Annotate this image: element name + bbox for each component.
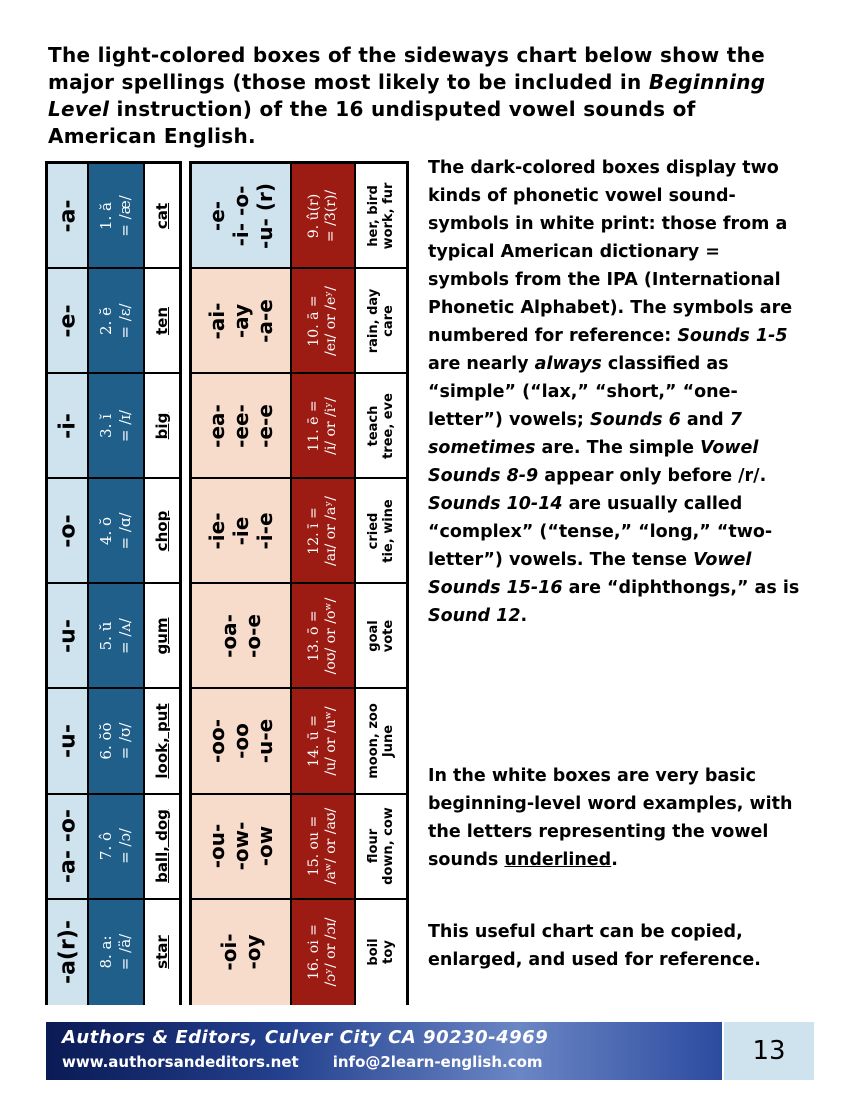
example-cell: goal vote xyxy=(356,584,406,687)
publisher-line: Authors & Editors, Culver City CA 90230-4969 xyxy=(62,1027,549,1048)
symbol-cell: 8. a: = /ä/ xyxy=(89,900,145,1005)
spelling-cell: -i- xyxy=(48,374,89,477)
simple-vowel-chart xyxy=(45,161,182,1005)
website-link[interactable]: www.authorsandeditors.net xyxy=(62,1053,299,1071)
spelling-cell: -ai- -ay -a-e xyxy=(192,269,292,372)
example-cell: gum xyxy=(145,584,179,687)
intro-text: The light-colored boxes of the sideways chart below show the major spellings (those most likely to be included in Beginning Level instruction) of the 16 undisputed vowel sounds of American English. xyxy=(48,43,766,148)
chart-row xyxy=(48,479,179,584)
explanation-paragraph: The dark-colored boxes display two kinds of phonetic vowel sound-symbols in white print: those from a typical American dictionary = symbols from the IPA (International Phonetic Alphabet). The symbols are numbered for reference: Sounds 1-5 are nearly always classified as “simple” (“lax,” “short,” “one-letter”) vowels; Sounds 6 and 7 sometimes are. The simple Vowel Sounds 8-9 appear only before /r/. Sounds 10-14 are usually called “complex” (“tense,” “long,” “two-letter”) vowels. The tense Vowel Sounds 15-16 are “diphthongs,” as is Sound 12. xyxy=(428,158,800,626)
spelling-cell: -u- xyxy=(48,584,89,687)
chart-row xyxy=(48,584,179,689)
symbol-cell: 7. ô = /ɔ/ xyxy=(89,795,145,898)
page-number: 13 xyxy=(724,1022,814,1080)
symbol-cell: 9. û(r) = /3(r)/ xyxy=(292,164,356,267)
usage-paragraph: This useful chart can be copied, enlarged, and used for reference. xyxy=(428,922,761,970)
complex-vowel-chart xyxy=(189,161,409,1005)
spelling-cell: -u- xyxy=(48,689,89,792)
symbol-cell: 5. ŭ = /ʌ/ xyxy=(89,584,145,687)
example-cell: teach tree, eve xyxy=(356,374,406,477)
spelling-cell: -a(r)- xyxy=(48,900,89,1005)
chart-row xyxy=(192,584,406,689)
spelling-cell: -ou- -ow- -ow xyxy=(192,795,292,898)
examples-paragraph: In the white boxes are very basic beginning-level word examples, with the letters representing the vowel sounds underlined. xyxy=(428,766,793,870)
spelling-cell: -oi- -oy xyxy=(192,900,292,1005)
symbol-cell: 10. ā = /eɪ/ or /eʸ/ xyxy=(292,269,356,372)
chart-row xyxy=(192,795,406,900)
symbol-cell: 16. oi = /ɔʸ/ or /ɔɪ/ xyxy=(292,900,356,1005)
example-cell: cried tie, wine xyxy=(356,479,406,582)
symbol-cell: 14. ū = /u/ or /uʷ/ xyxy=(292,689,356,792)
symbol-cell: 1. ă = /æ/ xyxy=(89,164,145,267)
footer-banner xyxy=(46,1022,722,1080)
spelling-cell: -e- -i- -o- -u- (r) xyxy=(192,164,292,267)
chart-row xyxy=(192,374,406,479)
symbol-cell: 13. ō = /oʊ/ or /oʷ/ xyxy=(292,584,356,687)
spelling-cell: -ea- -ee- -e-e xyxy=(192,374,292,477)
example-cell: rain, day care xyxy=(356,269,406,372)
chart-row xyxy=(192,479,406,584)
symbol-cell: 6. ŏŏ = /ʊ/ xyxy=(89,689,145,792)
chart-row xyxy=(48,689,179,794)
symbol-cell: 11. ē = /i/ or /iʸ/ xyxy=(292,374,356,477)
example-cell: chop xyxy=(145,479,179,582)
symbol-cell: 2. ĕ = /ɛ/ xyxy=(89,269,145,372)
example-cell: her, bird work, fur xyxy=(356,164,406,267)
spelling-cell: -a- -o- xyxy=(48,795,89,898)
chart-row xyxy=(192,689,406,794)
symbol-cell: 12. ī = /aɪ/ or /aʸ/ xyxy=(292,479,356,582)
spelling-cell: -oa- -o-e xyxy=(192,584,292,687)
symbol-cell: 15. ou = /aʷ/ or /aʊ/ xyxy=(292,795,356,898)
spelling-cell: -e- xyxy=(48,269,89,372)
spelling-cell: -oo- -oo -u-e xyxy=(192,689,292,792)
chart-row xyxy=(48,795,179,900)
chart-row xyxy=(192,164,406,269)
example-cell: ball, dog xyxy=(145,795,179,898)
example-cell: look, put xyxy=(145,689,179,792)
chart-row xyxy=(48,900,179,1005)
email-link[interactable]: info@2learn-english.com xyxy=(332,1053,543,1071)
example-cell: big xyxy=(145,374,179,477)
example-cell: flour down, cow xyxy=(356,795,406,898)
example-cell: boil toy xyxy=(356,900,406,1005)
chart-row xyxy=(48,164,179,269)
spelling-cell: -a- xyxy=(48,164,89,267)
example-cell: ten xyxy=(145,269,179,372)
example-cell: star xyxy=(145,900,179,1005)
symbol-cell: 3. ĭ = /ɪ/ xyxy=(89,374,145,477)
spelling-cell: -o- xyxy=(48,479,89,582)
spelling-cell: -ie- -ie -i-e xyxy=(192,479,292,582)
symbol-cell: 4. ŏ = /ɑ/ xyxy=(89,479,145,582)
chart-row xyxy=(192,269,406,374)
example-cell: cat xyxy=(145,164,179,267)
chart-row xyxy=(192,900,406,1005)
chart-row xyxy=(48,374,179,479)
chart-row xyxy=(48,269,179,374)
example-cell: moon, zoo June xyxy=(356,689,406,792)
